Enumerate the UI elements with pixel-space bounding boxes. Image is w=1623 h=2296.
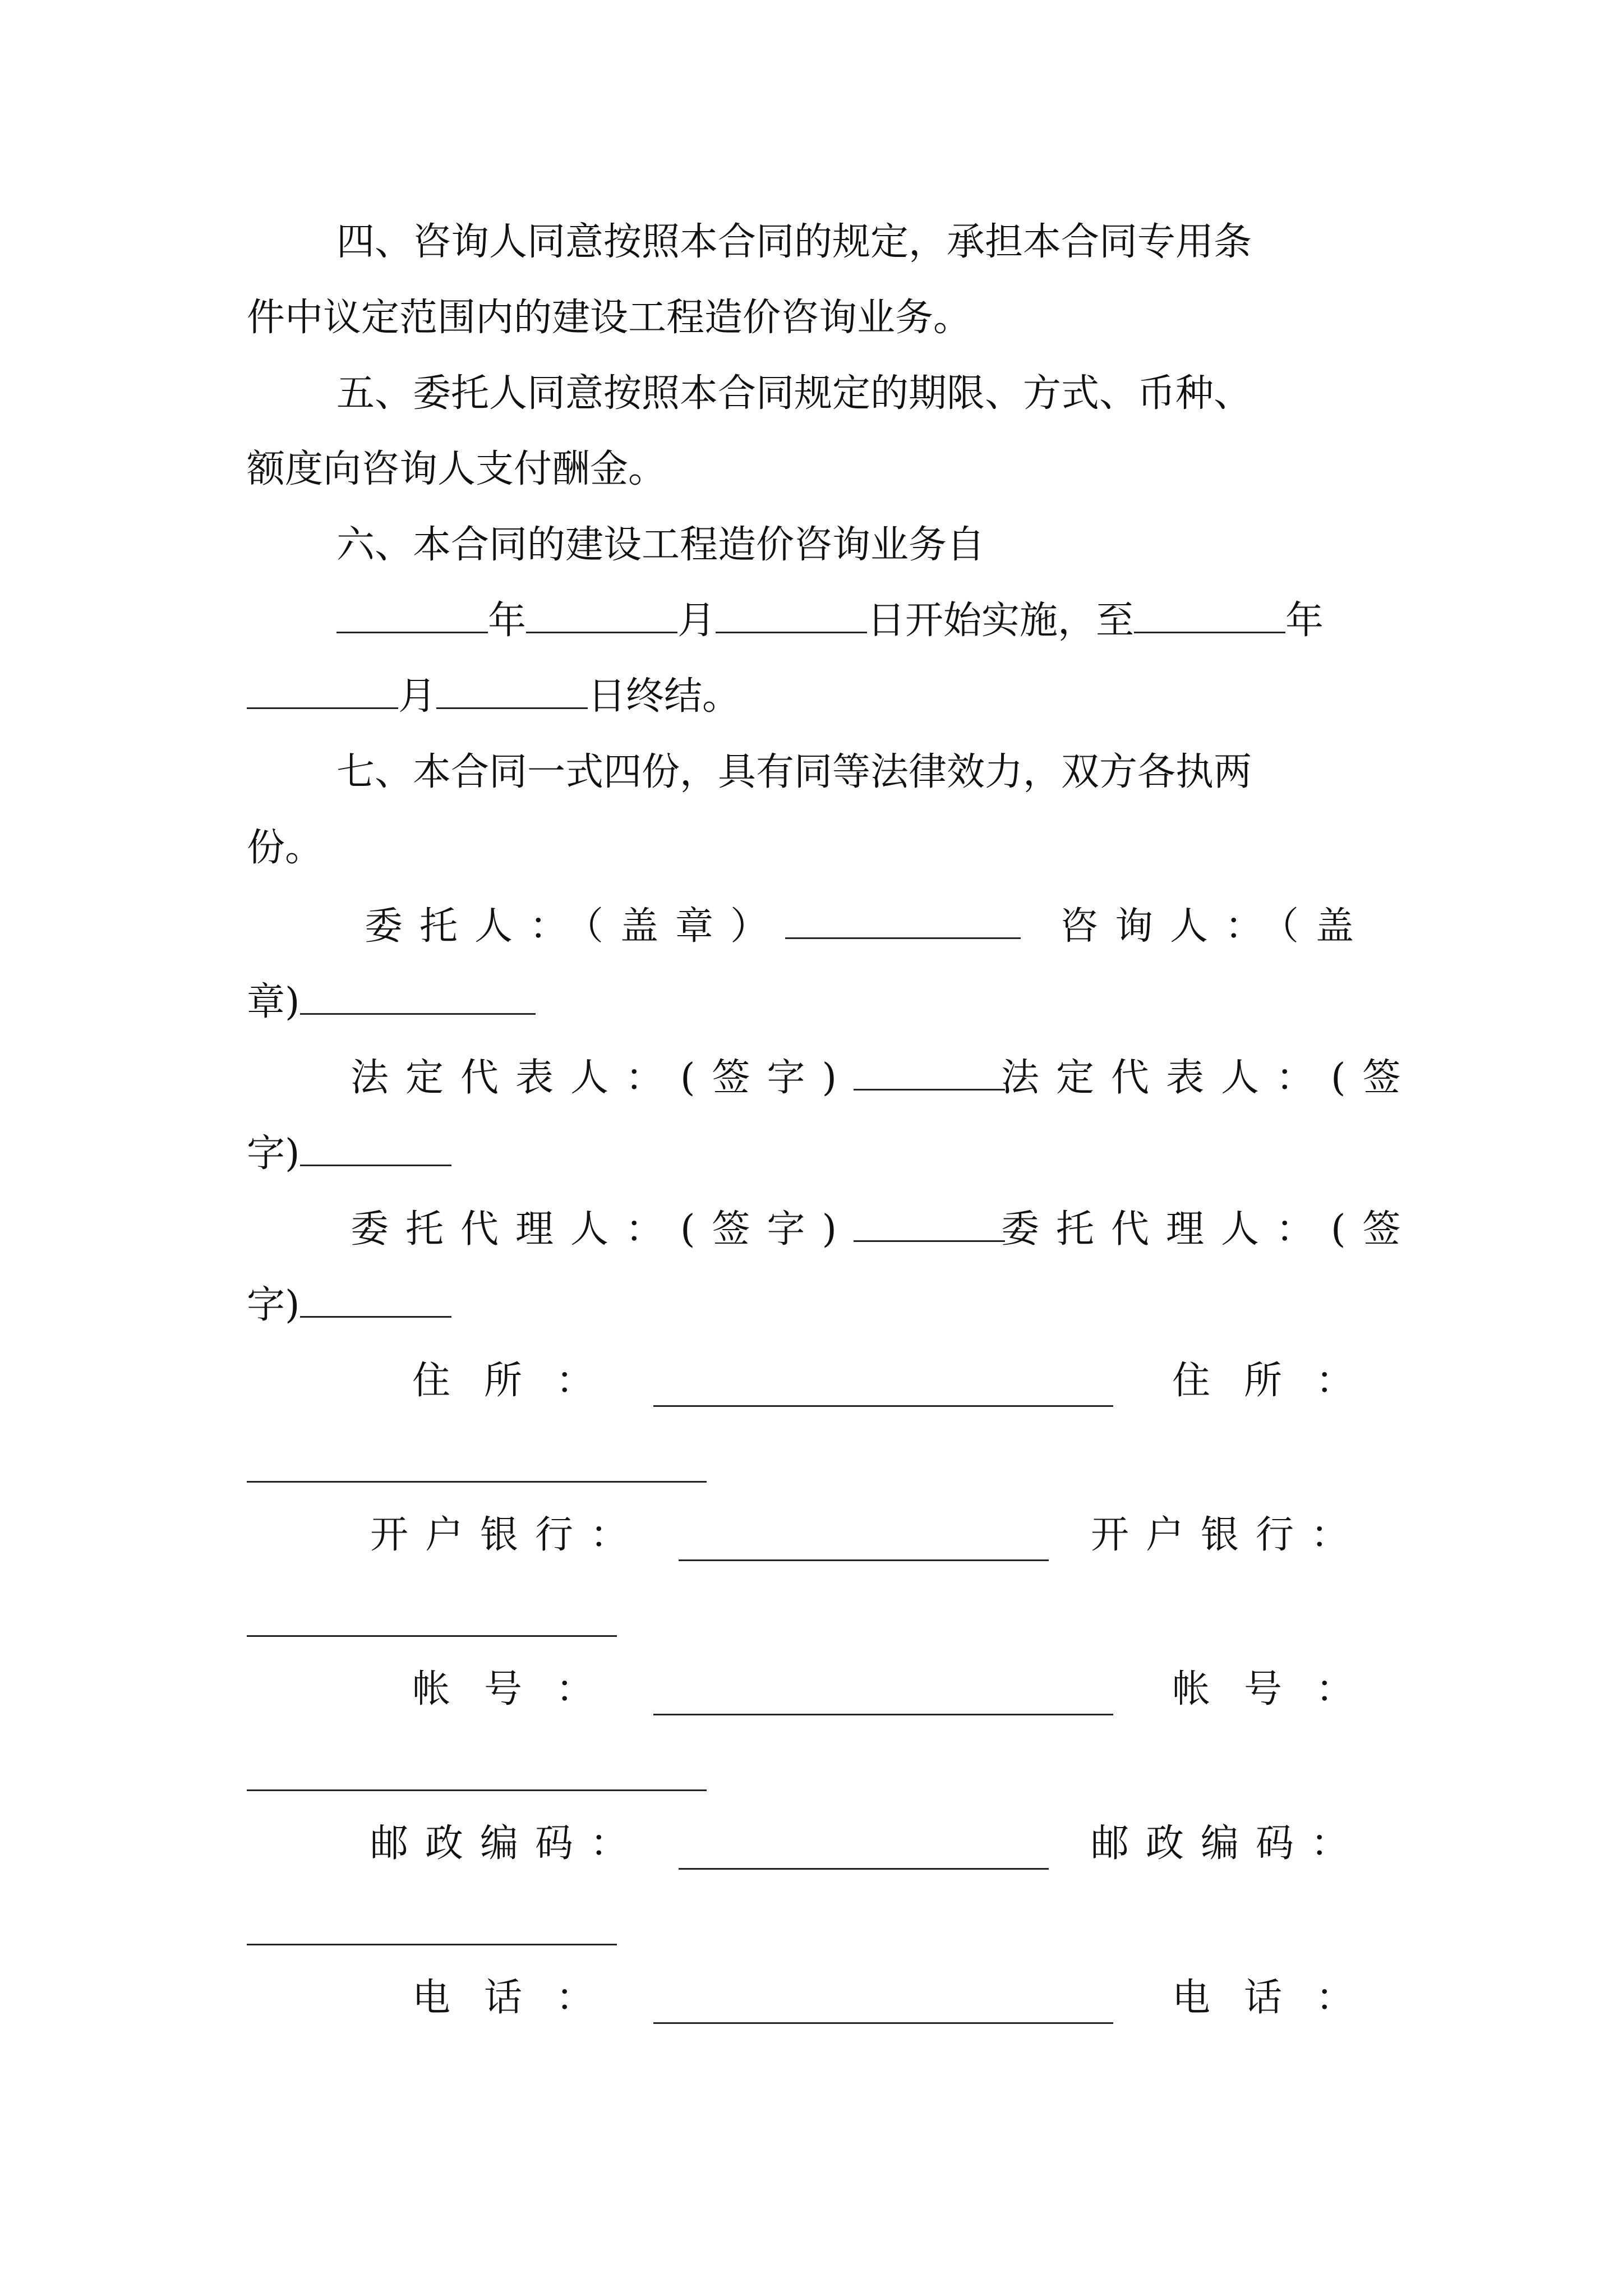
end-day-label: 日终结。 [588,674,741,719]
clause-6-end-line [247,673,1391,720]
start-month-label: 月 [677,599,716,643]
client-postcode-blank[interactable] [679,1868,1049,1870]
consultant-account-blank[interactable] [247,1789,707,1791]
client-seal-label: 委托人：（盖章） [365,904,786,949]
consultant-postcode-label: 邮政编码： [1091,1821,1366,1866]
client-seal-blank[interactable] [785,906,1021,939]
client-address-blank[interactable] [653,1405,1113,1407]
clause-5-line-2: 额度向咨询人支付酬金。 [247,447,667,491]
client-seal-row [365,903,1026,950]
consultant-legal-rep-cont: 字) [247,1131,300,1176]
clause-7-line-2: 份。 [247,826,324,870]
client-agent-label: 委托代理人：(签字) [351,1207,854,1251]
clause-6-date-line [336,597,1481,645]
consultant-seal-cont: 章) [247,980,300,1024]
client-account-blank[interactable] [653,1714,1113,1715]
consultant-bank-label: 开户银行： [1091,1513,1366,1557]
consultant-legal-rep-blank[interactable] [300,1133,451,1166]
client-legal-rep-row [351,1055,979,1102]
consultant-postcode-blank[interactable] [247,1944,617,1945]
end-year-label: 年 [1285,599,1324,643]
end-year-blank[interactable] [1134,600,1285,633]
consultant-seal-blank[interactable] [300,982,536,1015]
consultant-legal-rep-row [247,1130,1391,1177]
client-bank-label: 开户银行： [370,1513,645,1557]
client-phone-label: 电话： [412,1976,628,2020]
client-address-label: 住所： [412,1359,628,1403]
start-day-label: 日开始实施，至 [867,599,1135,643]
consultant-agent-blank[interactable] [300,1285,451,1318]
end-day-blank[interactable] [436,676,588,709]
clause-7-line-1: 七、本合同一式四份，具有同等法律效力，双方各执两 [336,750,1252,794]
clause-4-line-1: 四、咨询人同意按照本合同的规定，承担本合同专用条 [336,220,1252,264]
consultant-account-label: 帐号： [1172,1667,1388,1711]
start-month-blank[interactable] [526,600,677,633]
clause-4-line-2: 件中议定范围内的建设工程造价咨询业务。 [247,296,972,340]
start-year-label: 年 [488,599,527,643]
client-agent-row [351,1206,979,1253]
consultant-agent-row [247,1282,1391,1329]
start-year-blank[interactable] [336,600,488,633]
client-phone-blank[interactable] [653,2022,1113,2024]
client-agent-blank[interactable] [854,1209,1005,1242]
consultant-seal-row [247,979,1391,1026]
start-day-blank[interactable] [716,600,867,633]
consultant-address-label: 住所： [1172,1359,1388,1403]
client-postcode-label: 邮政编码： [370,1821,645,1866]
consultant-agent-cont: 字) [247,1283,300,1327]
consultant-agent-label: 委托代理人：(签 [1001,1207,1418,1251]
consultant-legal-rep-label: 法定代表人：(签 [1001,1056,1418,1100]
clause-6-line-1: 六、本合同的建设工程造价咨询业务自 [336,523,985,567]
consultant-phone-label: 电话： [1172,1976,1388,2020]
client-bank-blank[interactable] [679,1559,1049,1561]
consultant-seal-label: 咨询人：（盖 [1060,904,1371,949]
client-legal-rep-blank[interactable] [854,1057,1005,1091]
client-account-label: 帐号： [412,1667,628,1711]
consultant-bank-blank[interactable] [247,1635,617,1637]
clause-5-line-1: 五、委托人同意按照本合同规定的期限、方式、币种、 [336,371,1252,416]
end-month-blank[interactable] [247,676,398,709]
end-month-label: 月 [398,674,437,719]
client-legal-rep-label: 法定代表人：(签字) [351,1056,854,1100]
consultant-address-blank[interactable] [247,1481,707,1483]
